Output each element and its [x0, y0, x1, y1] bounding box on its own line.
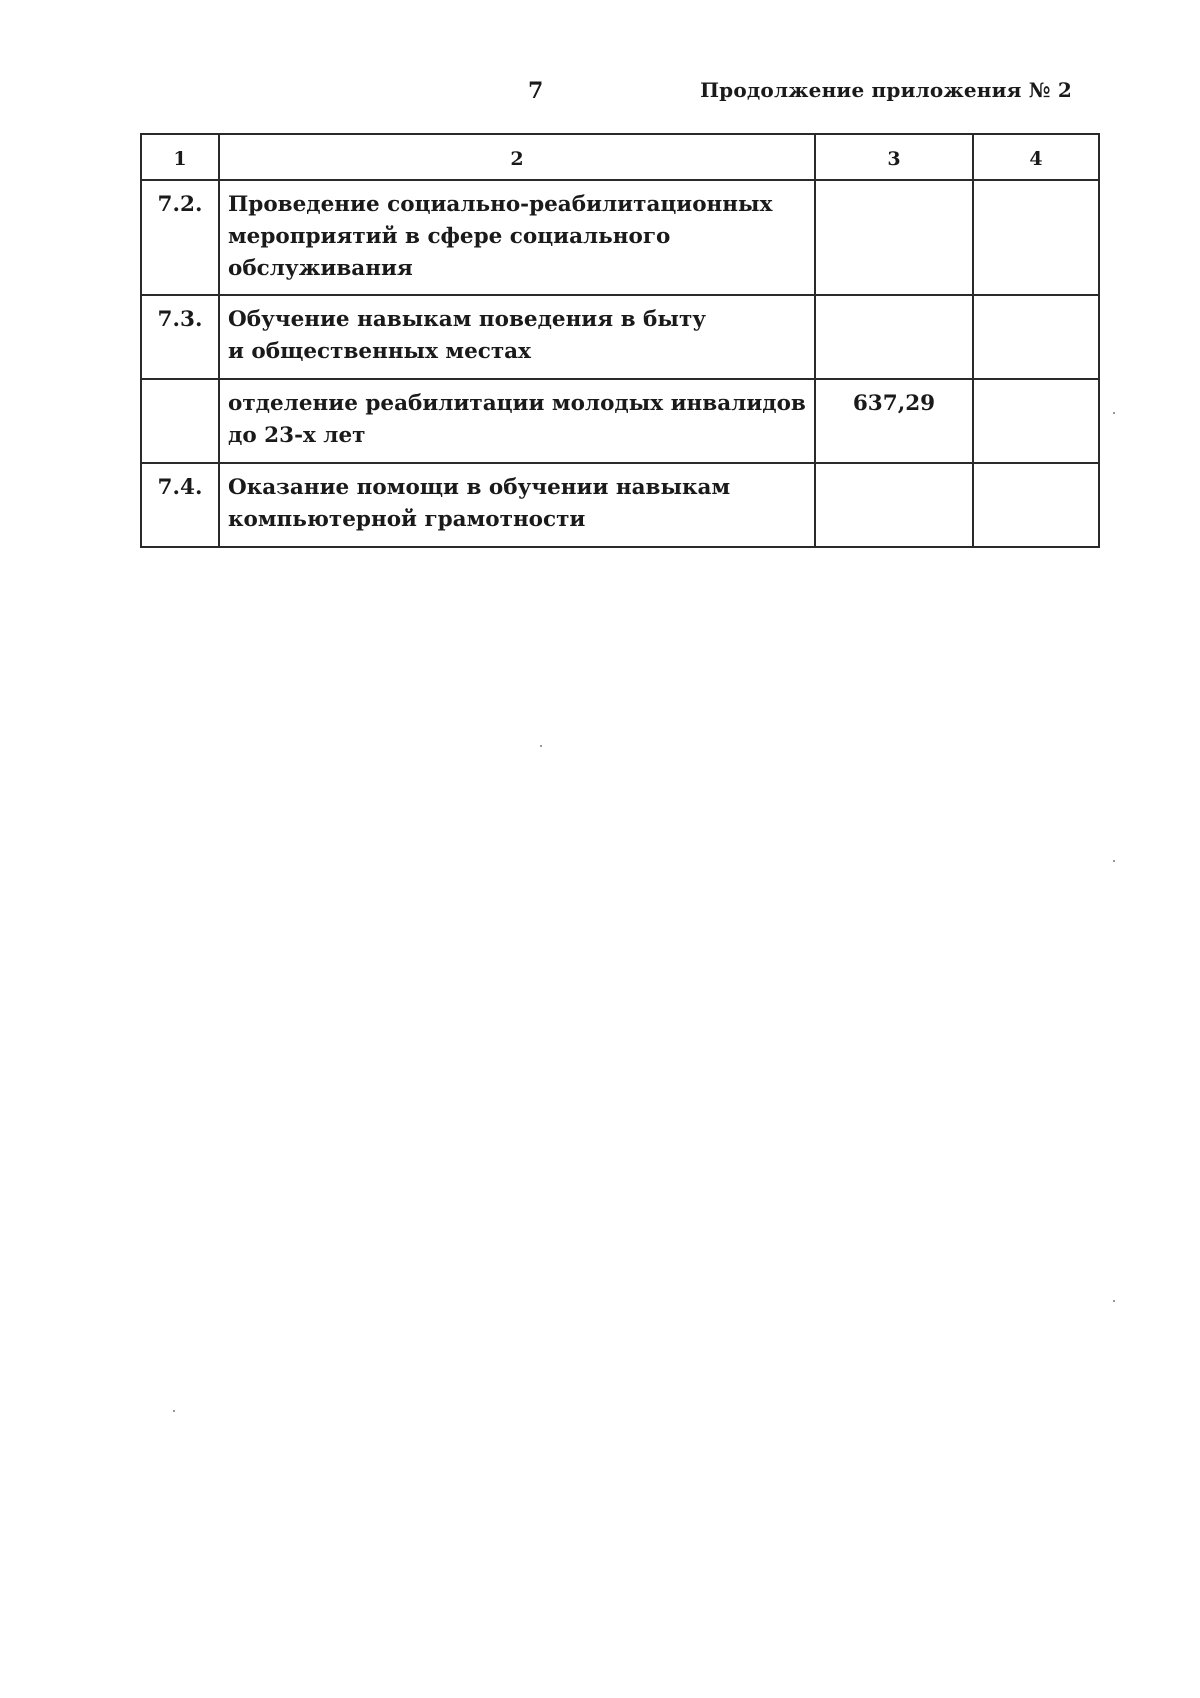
row-number: 7.2.	[141, 180, 219, 295]
row-value-col3	[815, 295, 973, 379]
column-header-2: 2	[219, 134, 815, 180]
column-header-3: 3	[815, 134, 973, 180]
appendix-continuation-note: Продолжение приложения № 2	[700, 78, 1072, 102]
table-row	[141, 463, 1099, 547]
table-row	[141, 379, 1099, 463]
scan-speck	[1113, 860, 1115, 862]
column-header-4: 4	[973, 134, 1099, 180]
row-value-col4	[973, 295, 1099, 379]
row-value-col4	[973, 463, 1099, 547]
scan-speck	[1113, 1300, 1115, 1302]
page-number: 7	[528, 78, 544, 104]
appendix-table	[140, 133, 1100, 548]
row-number: 7.4.	[141, 463, 219, 547]
column-header-1: 1	[141, 134, 219, 180]
row-description: Оказание помощи в обучении навыкам компьютерной грамотности	[219, 463, 815, 547]
table-header-row	[141, 134, 1099, 180]
row-description: Проведение социально-реабилитационных мероприятий в сфере социального обслуживания	[219, 180, 815, 295]
row-number: 7.3.	[141, 295, 219, 379]
row-value-col3	[815, 463, 973, 547]
row-value-col4	[973, 180, 1099, 295]
row-description: Обучение навыкам поведения в быту и общественных местах	[219, 295, 815, 379]
row-value-col3: 637,29	[815, 379, 973, 463]
row-value-col3	[815, 180, 973, 295]
row-number	[141, 379, 219, 463]
table-row	[141, 180, 1099, 295]
row-value-col4	[973, 379, 1099, 463]
scan-speck	[540, 745, 542, 747]
row-description: отделение реабилитации молодых инвалидов до 23-х лет	[219, 379, 815, 463]
scan-speck	[1113, 412, 1115, 414]
scan-speck	[173, 1410, 175, 1412]
table-row	[141, 295, 1099, 379]
